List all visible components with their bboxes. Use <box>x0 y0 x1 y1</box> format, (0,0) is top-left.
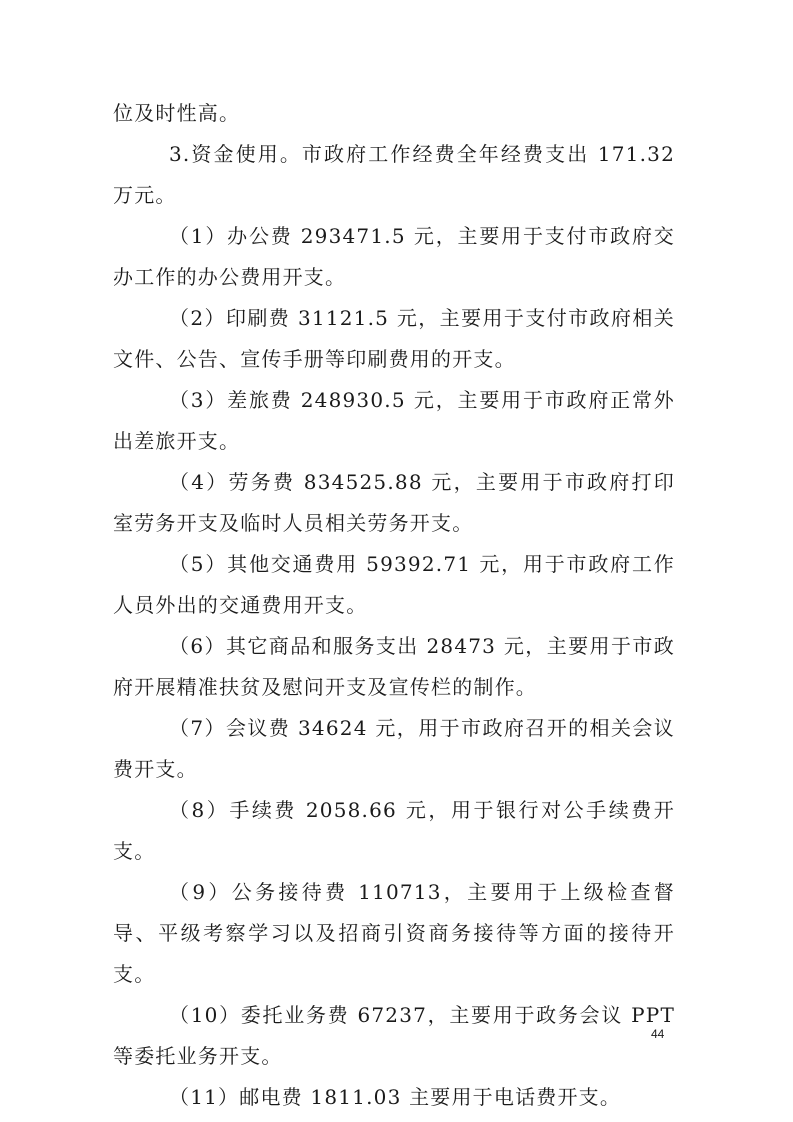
paragraph-other-goods-services: （6）其它商品和服务支出 28473 元，主要用于市政府开展精准扶贫及慰问开支及宣传栏的制作。 <box>113 634 675 699</box>
paragraph-outsourcing-expense: （10）委托业务费 67237，主要用于政务会议 PPT 等委托业务开支。 <box>113 1003 675 1068</box>
paragraph-meeting-expense: （7）会议费 34624 元，用于市政府召开的相关会议费开支。 <box>113 716 675 781</box>
paragraph-postal-telecom-expense: （11）邮电费 1811.03 主要用于电话费开支。 <box>169 1085 622 1109</box>
paragraph-reception-expense: （9）公务接待费 110713，主要用于上级检查督导、平级考察学习以及招商引资商务接待等方面的接待开支。 <box>113 880 675 986</box>
body-text <box>113 93 675 1118</box>
paragraph-transport-expense: （5）其他交通费用 59392.71 元，用于市政府工作人员外出的交通费用开支。 <box>113 552 675 617</box>
page-number: 44 <box>651 1027 665 1041</box>
paragraph-printing-expense: （2）印刷费 31121.5 元，主要用于支付市政府相关文件、公告、宣传手册等印刷费用的开支。 <box>113 306 675 371</box>
paragraph-handling-fee: （8）手续费 2058.66 元，用于银行对公手续费开支。 <box>113 798 675 863</box>
paragraph-office-expense: （1）办公费 293471.5 元，主要用于支付市政府交办工作的办公费用开支。 <box>113 224 675 289</box>
paragraph-labor-expense: （4）劳务费 834525.88 元，主要用于市政府打印室劳务开支及临时人员相关劳务开支。 <box>113 470 675 535</box>
paragraph-travel-expense: （3）差旅费 248930.5 元，主要用于市政府正常外出差旅开支。 <box>113 388 675 453</box>
paragraph-continuation: 位及时性高。 <box>113 101 241 125</box>
paragraph-funds-usage: 3.资金使用。市政府工作经费全年经费支出 171.32 万元。 <box>113 142 675 207</box>
